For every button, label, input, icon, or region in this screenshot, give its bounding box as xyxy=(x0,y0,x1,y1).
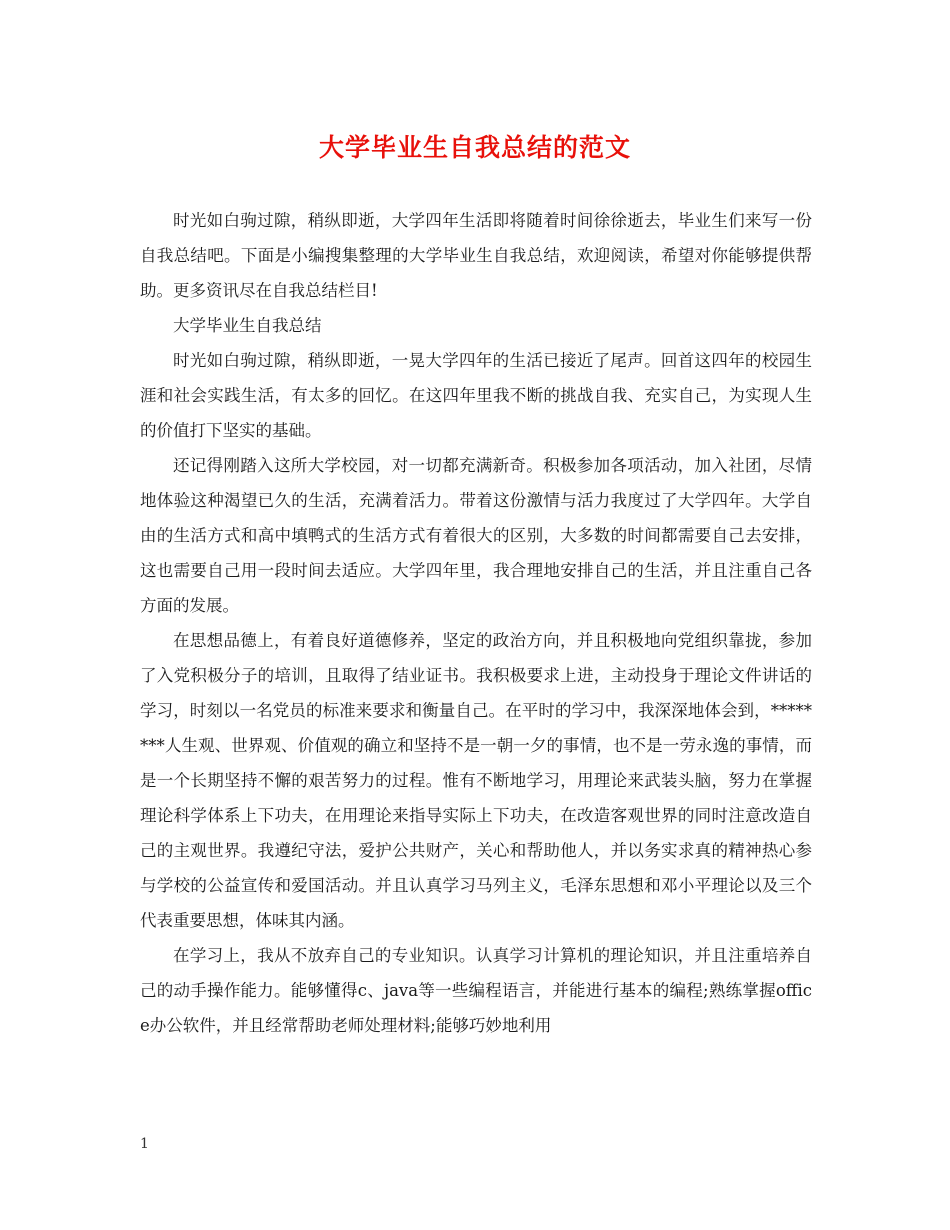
body-paragraph: 还记得刚踏入这所大学校园，对一切都充满新奇。积极参加各项活动，加入社团，尽情地体验这种渴望已久的生活，充满着活力。带着这份激情与活力我度过了大学四年。大学自由的生活方式和高中填鸭式的生活方式有着很大的区别，大多数的时间都需要自己去安排，这也需要自己用一段时间去适应。大学四年里，我合理地安排自己的生活，并且注重自己各方面的发展。 xyxy=(140,456,812,615)
intro-paragraph: 时光如白驹过隙，稍纵即逝，大学四年生活即将随着时间徐徐逝去，毕业生们来写一份自我总结吧。下面是小编搜集整理的大学毕业生自我总结，欢迎阅读，希望对你能够提供帮助。更多资讯尽在自我总结栏目! xyxy=(140,211,812,300)
section-heading: 大学毕业生自我总结 xyxy=(173,316,322,335)
body-paragraph: 时光如白驹过隙，稍纵即逝，一晃大学四年的生活已接近了尾声。回首这四年的校园生涯和社会实践生活，有太多的回忆。在这四年里我不断的挑战自我、充实自己，为实现人生的价值打下坚实的基础。 xyxy=(140,351,812,440)
document-title: 大学毕业生自我总结的范文 xyxy=(318,133,631,162)
body-paragraph: 在学习上，我从不放弃自己的专业知识。认真学习计算机的理论知识，并且注重培养自己的动手操作能力。能够懂得c、java等一些编程语言，并能进行基本的编程;熟练掌握office办公软件，并且经常帮助老师处理材料;能够巧妙地利用 xyxy=(140,946,812,1035)
page-number: 1 xyxy=(140,1136,149,1152)
body-paragraph: 在思想品德上，有着良好道德修养，坚定的政治方向，并且积极地向党组织靠拢，参加了入党积极分子的培训，且取得了结业证书。我积极要求上进，主动投身于理论文件讲话的学习，时刻以一名党员的标准来要求和衡量自己。在平时的学习中，我深深地体会到，********人生观、世界观、价值观的确立和坚持不是一朝一夕的事情，也不是一劳永逸的事情，而是一个长期坚持不懈的艰苦努力的过程。惟有不断地学习，用理论来武装头脑，努力在掌握理论科学体系上下功夫，在用理论来指导实际上下功夫，在改造客观世界的同时注意改造自己的主观世界。我遵纪守法，爱护公共财产，关心和帮助他人，并以务实求真的精神热心参与学校的公益宣传和爱国活动。并且认真学习马列主义，毛泽东思想和邓小平理论以及三个代表重要思想，体味其内涵。 xyxy=(140,631,812,930)
document-body xyxy=(140,203,812,1043)
